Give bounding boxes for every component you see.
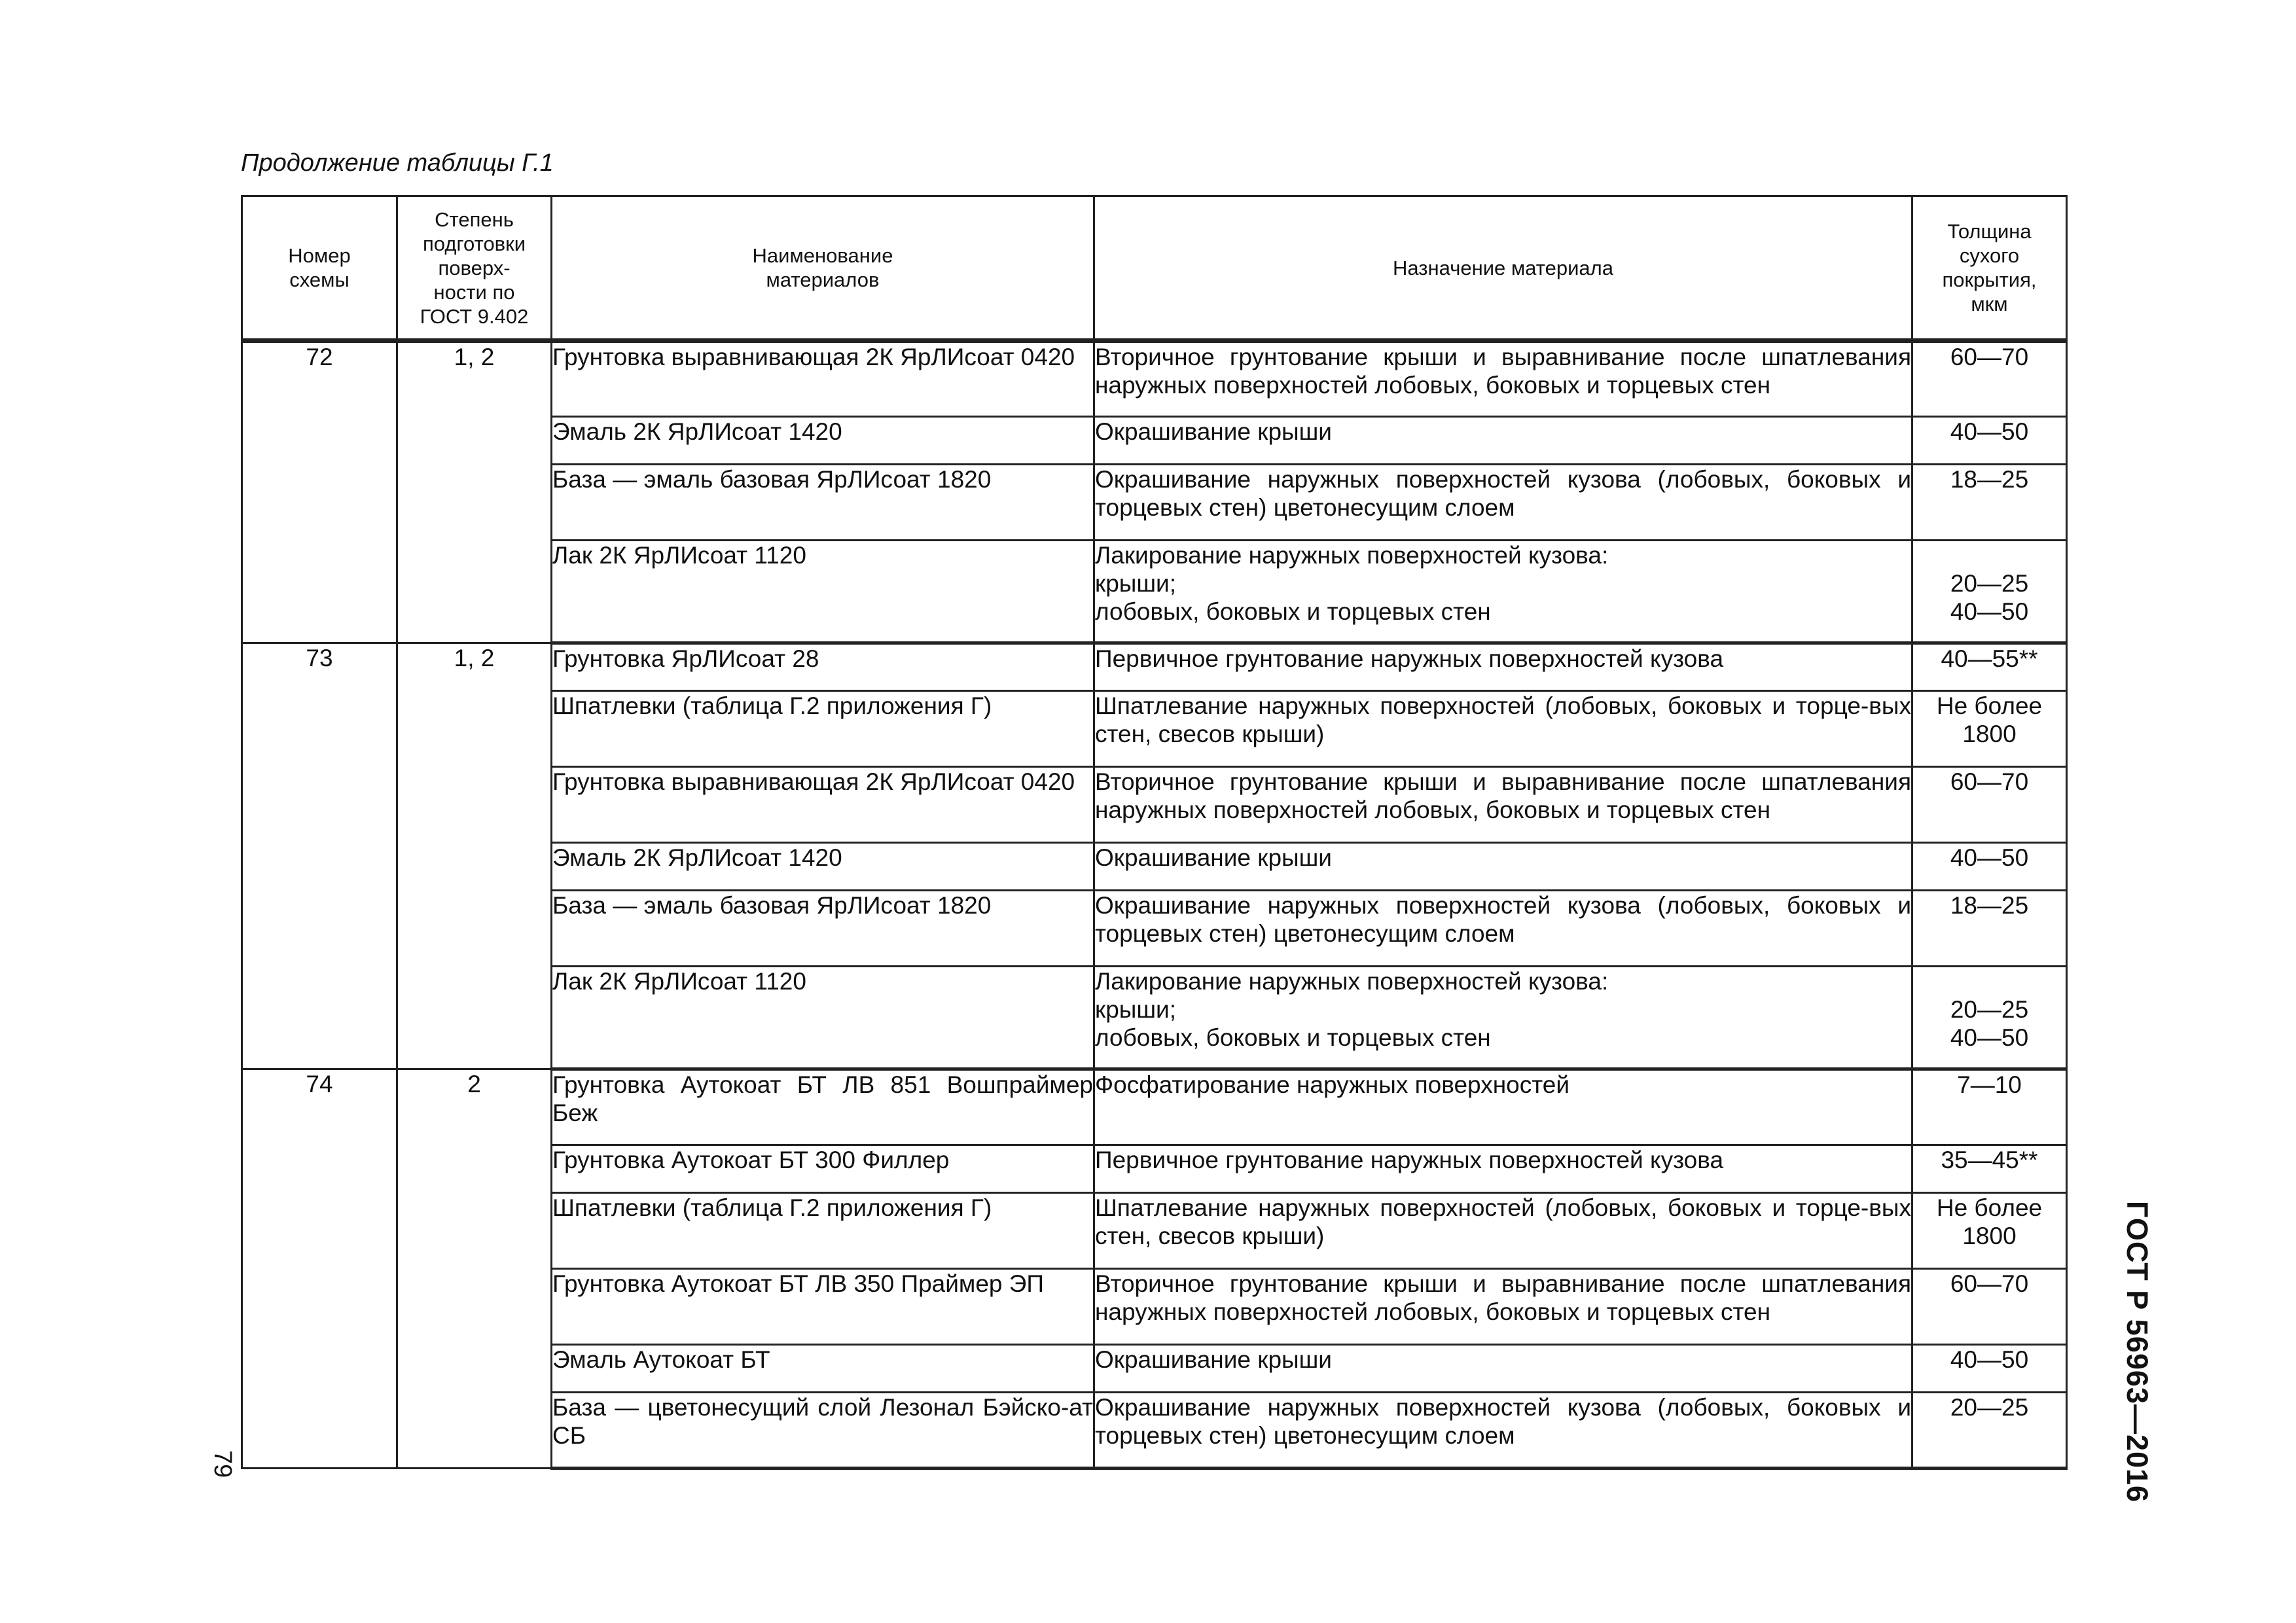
material-purpose-cell: Первичное грунтование наружных поверхностей кузова xyxy=(1094,1145,1912,1193)
material-purpose-cell xyxy=(1094,541,1912,643)
table-caption: Продолжение таблицы Г.1 xyxy=(241,149,554,177)
surface-prep-cell: 2 xyxy=(397,1069,552,1469)
material-purpose-cell: Вторичное грунтование крыши и выравнивание после шпатлевания наружных поверхностей лобовых, боковых и торцевых стен xyxy=(1094,1269,1912,1345)
thickness-cell: 40—55** xyxy=(1912,643,2067,691)
material-purpose-cell: Шпатлевание наружных поверхностей (лобовых, боковых и торце-вых стен, свесов крыши) xyxy=(1094,691,1912,767)
material-name-cell: Грунтовка выравнивающая 2К ЯрЛИсоат 0420 xyxy=(552,341,1094,417)
material-purpose-cell: Окрашивание крыши xyxy=(1094,1345,1912,1393)
thickness-cell: 60—70 xyxy=(1912,767,2067,843)
thickness-cell: 60—70 xyxy=(1912,341,2067,417)
material-name-cell: Грунтовка Аутокоат БТ ЛВ 350 Праймер ЭП xyxy=(552,1269,1094,1345)
table-row xyxy=(242,1069,2067,1145)
material-purpose-cell xyxy=(1094,967,1912,1069)
material-purpose-cell: Окрашивание крыши xyxy=(1094,843,1912,891)
material-purpose-cell: Первичное грунтование наружных поверхностей кузова xyxy=(1094,643,1912,691)
material-name-cell: База — эмаль базовая ЯрЛИсоат 1820 xyxy=(552,465,1094,541)
purpose-line: крыши; xyxy=(1095,570,1176,597)
header-thickness: Толщина сухого покрытия, мкм xyxy=(1912,196,2067,341)
surface-prep-cell: 1, 2 xyxy=(397,341,552,643)
material-name-cell: Грунтовка выравнивающая 2К ЯрЛИсоат 0420 xyxy=(552,767,1094,843)
thickness-line: 20—25 xyxy=(1950,570,2029,597)
surface-prep-cell: 1, 2 xyxy=(397,643,552,1069)
material-name-cell: Шпатлевки (таблица Г.2 приложения Г) xyxy=(552,1193,1094,1269)
page-number: 79 xyxy=(209,1450,236,1478)
material-purpose-cell: Вторичное грунтование крыши и выравнивание после шпатлевания наружных поверхностей лобовых, боковых и торцевых стен xyxy=(1094,341,1912,417)
material-purpose-cell: Окрашивание наружных поверхностей кузова (лобовых, боковых и торцевых стен) цветонесущим слоем xyxy=(1094,1393,1912,1469)
purpose-line: лобовых, боковых и торцевых стен xyxy=(1095,598,1491,625)
thickness-cell: 20—25 xyxy=(1912,1393,2067,1469)
table-row xyxy=(242,643,2067,691)
thickness-cell: 40—50 xyxy=(1912,843,2067,891)
table-body xyxy=(242,341,2067,1469)
material-name-cell: База — эмаль базовая ЯрЛИсоат 1820 xyxy=(552,891,1094,967)
thickness-line xyxy=(1913,541,2066,569)
scheme-number-cell: 73 xyxy=(242,643,397,1069)
material-name-cell: Грунтовка ЯрЛИсоат 28 xyxy=(552,643,1094,691)
header-surface-prep: Степень подготовки поверх-ности по ГОСТ 9.402 xyxy=(397,196,552,341)
material-name-cell: Эмаль Аутокоат БТ xyxy=(552,1345,1094,1393)
material-name-cell: Грунтовка Аутокоат БТ 300 Филлер xyxy=(552,1145,1094,1193)
header-material-purpose: Назначение материала xyxy=(1094,196,1912,341)
thickness-cell xyxy=(1912,967,2067,1069)
thickness-cell: Не более 1800 xyxy=(1912,1193,2067,1269)
header-scheme-number: Номер схемы xyxy=(242,196,397,341)
table-row xyxy=(242,341,2067,417)
materials-table xyxy=(241,195,2068,1470)
material-purpose-cell: Окрашивание наружных поверхностей кузова (лобовых, боковых и торцевых стен) цветонесущим слоем xyxy=(1094,891,1912,967)
standard-label: ГОСТ Р 56963—2016 xyxy=(2121,1201,2154,1503)
thickness-cell: 7—10 xyxy=(1912,1069,2067,1145)
thickness-cell: Не более 1800 xyxy=(1912,691,2067,767)
material-name-cell: Эмаль 2К ЯрЛИсоат 1420 xyxy=(552,417,1094,465)
thickness-cell: 40—50 xyxy=(1912,417,2067,465)
material-name-cell: Шпатлевки (таблица Г.2 приложения Г) xyxy=(552,691,1094,767)
thickness-line: 40—50 xyxy=(1950,1024,2029,1051)
thickness-cell: 18—25 xyxy=(1912,891,2067,967)
purpose-line: Лакирование наружных поверхностей кузова: xyxy=(1095,542,1609,569)
header-material-name: Наименование материалов xyxy=(552,196,1094,341)
purpose-line: крыши; xyxy=(1095,996,1176,1023)
thickness-cell xyxy=(1912,541,2067,643)
material-purpose-cell: Шпатлевание наружных поверхностей (лобовых, боковых и торце-вых стен, свесов крыши) xyxy=(1094,1193,1912,1269)
purpose-line: Лакирование наружных поверхностей кузова: xyxy=(1095,968,1609,995)
thickness-cell: 60—70 xyxy=(1912,1269,2067,1345)
material-name-cell: Грунтовка Аутокоат БТ ЛВ 851 Вошпраймер Беж xyxy=(552,1069,1094,1145)
scheme-number-cell: 74 xyxy=(242,1069,397,1469)
material-purpose-cell: Окрашивание наружных поверхностей кузова (лобовых, боковых и торцевых стен) цветонесущим слоем xyxy=(1094,465,1912,541)
thickness-cell: 18—25 xyxy=(1912,465,2067,541)
scheme-number-cell: 72 xyxy=(242,341,397,643)
purpose-line: лобовых, боковых и торцевых стен xyxy=(1095,1024,1491,1051)
material-name-cell: База — цветонесущий слой Лезонал Бэйско-ат СБ xyxy=(552,1393,1094,1469)
material-name-cell: Эмаль 2К ЯрЛИсоат 1420 xyxy=(552,843,1094,891)
thickness-line: 40—50 xyxy=(1950,598,2029,625)
thickness-cell: 40—50 xyxy=(1912,1345,2067,1393)
thickness-line: 20—25 xyxy=(1950,996,2029,1023)
thickness-cell: 35—45** xyxy=(1912,1145,2067,1193)
material-name-cell: Лак 2К ЯрЛИсоат 1120 xyxy=(552,541,1094,643)
material-purpose-cell: Вторичное грунтование крыши и выравнивание после шпатлевания наружных поверхностей лобовых, боковых и торцевых стен xyxy=(1094,767,1912,843)
table-header-row xyxy=(242,196,2067,341)
material-purpose-cell: Окрашивание крыши xyxy=(1094,417,1912,465)
thickness-line xyxy=(1913,967,2066,995)
material-name-cell: Лак 2К ЯрЛИсоат 1120 xyxy=(552,967,1094,1069)
material-purpose-cell: Фосфатирование наружных поверхностей xyxy=(1094,1069,1912,1145)
